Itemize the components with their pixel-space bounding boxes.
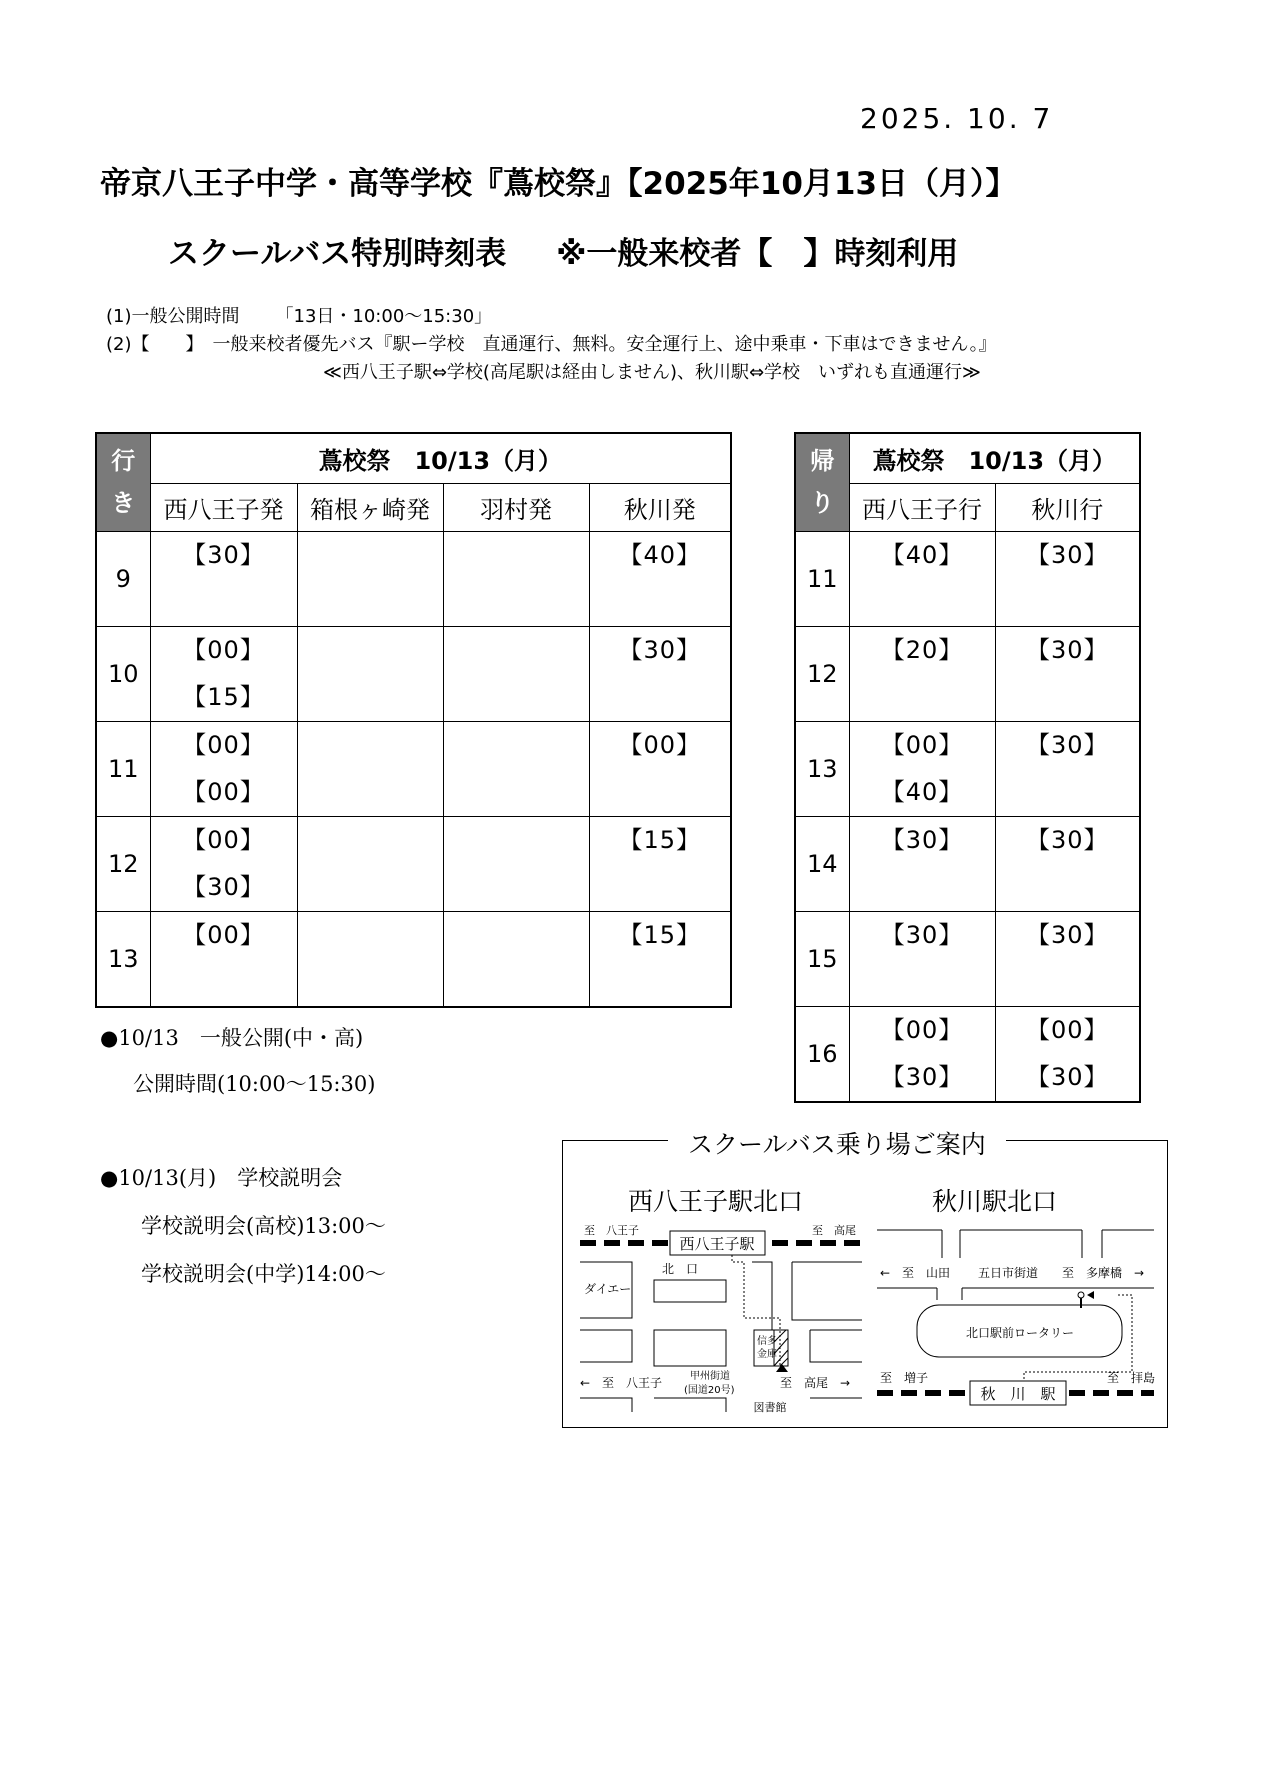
time-cell: 【00】 xyxy=(589,721,731,816)
table-row xyxy=(795,911,1140,1006)
time-cell xyxy=(443,816,589,911)
table-row xyxy=(96,626,731,721)
time-cell: 【00】 xyxy=(150,911,297,1007)
document-date: 2025. 10. 7 xyxy=(860,102,1054,135)
time-cell: 【00】 【00】 xyxy=(150,721,297,816)
subtitle-right: ※一般来校者【 】時刻利用 xyxy=(556,236,959,272)
time-cell: 【00】 【30】 xyxy=(849,1006,995,1102)
outbound-side-label: 行 き xyxy=(96,433,150,531)
note-2: (2)【 】 一般来校者優先バス『駅ー学校 直通運行、無料。安全運行上、途中乗車・下車はできません。』 xyxy=(106,334,997,355)
daiei-label: ダイエー xyxy=(584,1282,632,1296)
map-left-title: 西八王子駅北口 xyxy=(628,1187,804,1216)
koshu-route-label: (国道20号) xyxy=(684,1385,735,1396)
koshu-label: 甲州街道 xyxy=(690,1371,730,1382)
time-cell: 【30】 xyxy=(995,626,1140,721)
time-cell: 【40】 xyxy=(589,531,731,626)
time-cell: 【40】 xyxy=(849,531,995,626)
time-cell: 【20】 xyxy=(849,626,995,721)
time-cell: 【30】 xyxy=(995,911,1140,1006)
map-drawing xyxy=(562,1140,1166,1426)
time-cell xyxy=(443,721,589,816)
time-cell: 【30】 xyxy=(849,911,995,1006)
hour-cell: 10 xyxy=(96,626,150,721)
time-cell xyxy=(297,626,443,721)
map-right-title: 秋川駅北口 xyxy=(932,1187,1058,1216)
bank-label: 信多金庫 xyxy=(757,1336,777,1360)
outbound-timetable xyxy=(95,432,732,1008)
time-cell xyxy=(443,911,589,1007)
time-cell: 【00】 【15】 xyxy=(150,626,297,721)
hour-cell: 9 xyxy=(96,531,150,626)
briefing-junior: 学校説明会(中学)14:00～ xyxy=(141,1262,386,1286)
bus-stop-icon xyxy=(1078,1292,1084,1298)
return-timetable xyxy=(794,432,1141,1103)
note-1-value: 「13日・10:00～15:30」 xyxy=(275,306,493,327)
rotary-label: 北口駅前ロータリー xyxy=(965,1326,1075,1340)
time-cell: 【30】 xyxy=(589,626,731,721)
table-row xyxy=(96,816,731,911)
hour-cell: 12 xyxy=(96,816,150,911)
time-cell: 【00】 【30】 xyxy=(995,1006,1140,1102)
table-row xyxy=(795,816,1140,911)
briefing-title: ●10/13(月) 学校説明会 xyxy=(100,1166,343,1190)
note-3: ≪西八王子駅⇔学校(高尾駅は経由しません)、秋川駅⇔学校 いずれも直通運行≫ xyxy=(323,362,981,383)
column-header: 箱根ヶ崎発 xyxy=(297,483,443,531)
akigawa-station-label: 秋 川 駅 xyxy=(980,1385,1056,1403)
time-cell xyxy=(443,626,589,721)
hour-cell: 11 xyxy=(96,721,150,816)
time-cell: 【15】 xyxy=(589,911,731,1007)
note-1 xyxy=(106,302,492,328)
table-row xyxy=(795,531,1140,626)
itsukaichi-label: 五日市街道 xyxy=(978,1266,1039,1280)
outbound-event-header: 蔦校祭 10/13（月） xyxy=(150,433,731,483)
right-map xyxy=(877,1230,1155,1405)
hour-cell: 15 xyxy=(795,911,849,1006)
station-label: 西八王子駅 xyxy=(679,1235,755,1253)
hour-cell: 14 xyxy=(795,816,849,911)
table-row xyxy=(96,531,731,626)
column-header: 羽村発 xyxy=(443,483,589,531)
time-cell: 【30】 xyxy=(849,816,995,911)
time-cell: 【15】 xyxy=(589,816,731,911)
hour-cell: 11 xyxy=(795,531,849,626)
map-title: スクールバス乗り場ご案内 xyxy=(668,1125,1006,1161)
page-subtitle xyxy=(168,228,958,273)
page-title: 帝京八王子中学・高等学校『蔦校祭』【2025年10月13日（月）】 xyxy=(100,166,1017,202)
time-cell: 【30】 xyxy=(995,721,1140,816)
table-row xyxy=(96,911,731,1007)
table-row xyxy=(96,721,731,816)
subtitle-left: スクールバス特別時刻表 xyxy=(168,236,507,272)
time-cell: 【00】 【30】 xyxy=(150,816,297,911)
column-header: 西八王子発 xyxy=(150,483,297,531)
to-hachioji-top: 至 八王子 xyxy=(584,1224,639,1237)
table-row xyxy=(795,626,1140,721)
return-side-label: 帰 り xyxy=(795,433,849,531)
table-row xyxy=(795,1006,1140,1102)
time-cell: 【30】 xyxy=(150,531,297,626)
library-label: 図書館 xyxy=(753,1401,787,1414)
briefing-high: 学校説明会(高校)13:00～ xyxy=(141,1214,386,1238)
column-header: 秋川行 xyxy=(995,483,1140,531)
column-header: 秋川発 xyxy=(589,483,731,531)
to-hachioji-bottom: ← 至 八王子 xyxy=(580,1376,663,1390)
open-time: 公開時間(10:00～15:30) xyxy=(133,1072,376,1096)
note-1-label: (1)一般公開時間 xyxy=(106,306,240,327)
time-cell xyxy=(297,816,443,911)
time-cell xyxy=(297,721,443,816)
left-map xyxy=(580,1223,862,1416)
time-cell xyxy=(297,531,443,626)
time-cell xyxy=(443,531,589,626)
kitaguchi-label: 北 口 xyxy=(662,1262,699,1276)
to-masuko: 至 増子 xyxy=(880,1371,929,1385)
hour-cell: 13 xyxy=(96,911,150,1007)
column-header: 西八王子行 xyxy=(849,483,995,531)
to-yamada: ← 至 山田 xyxy=(880,1266,951,1280)
time-cell: 【00】 【40】 xyxy=(849,721,995,816)
time-cell: 【30】 xyxy=(995,816,1140,911)
table-row xyxy=(795,721,1140,816)
to-haijima: 至 拝島 xyxy=(1107,1371,1156,1385)
time-cell xyxy=(297,911,443,1007)
hour-cell: 12 xyxy=(795,626,849,721)
time-cell: 【30】 xyxy=(995,531,1140,626)
to-tamabashi: 至 多摩橋 → xyxy=(1062,1266,1145,1280)
to-takao-bottom: 至 高尾 → xyxy=(780,1376,851,1390)
open-title: ●10/13 一般公開(中・高) xyxy=(100,1026,364,1050)
bus-stop-marker xyxy=(776,1364,788,1372)
return-event-header: 蔦校祭 10/13（月） xyxy=(849,433,1140,483)
hour-cell: 16 xyxy=(795,1006,849,1102)
to-takao-top: 至 高尾 xyxy=(812,1224,856,1237)
hour-cell: 13 xyxy=(795,721,849,816)
